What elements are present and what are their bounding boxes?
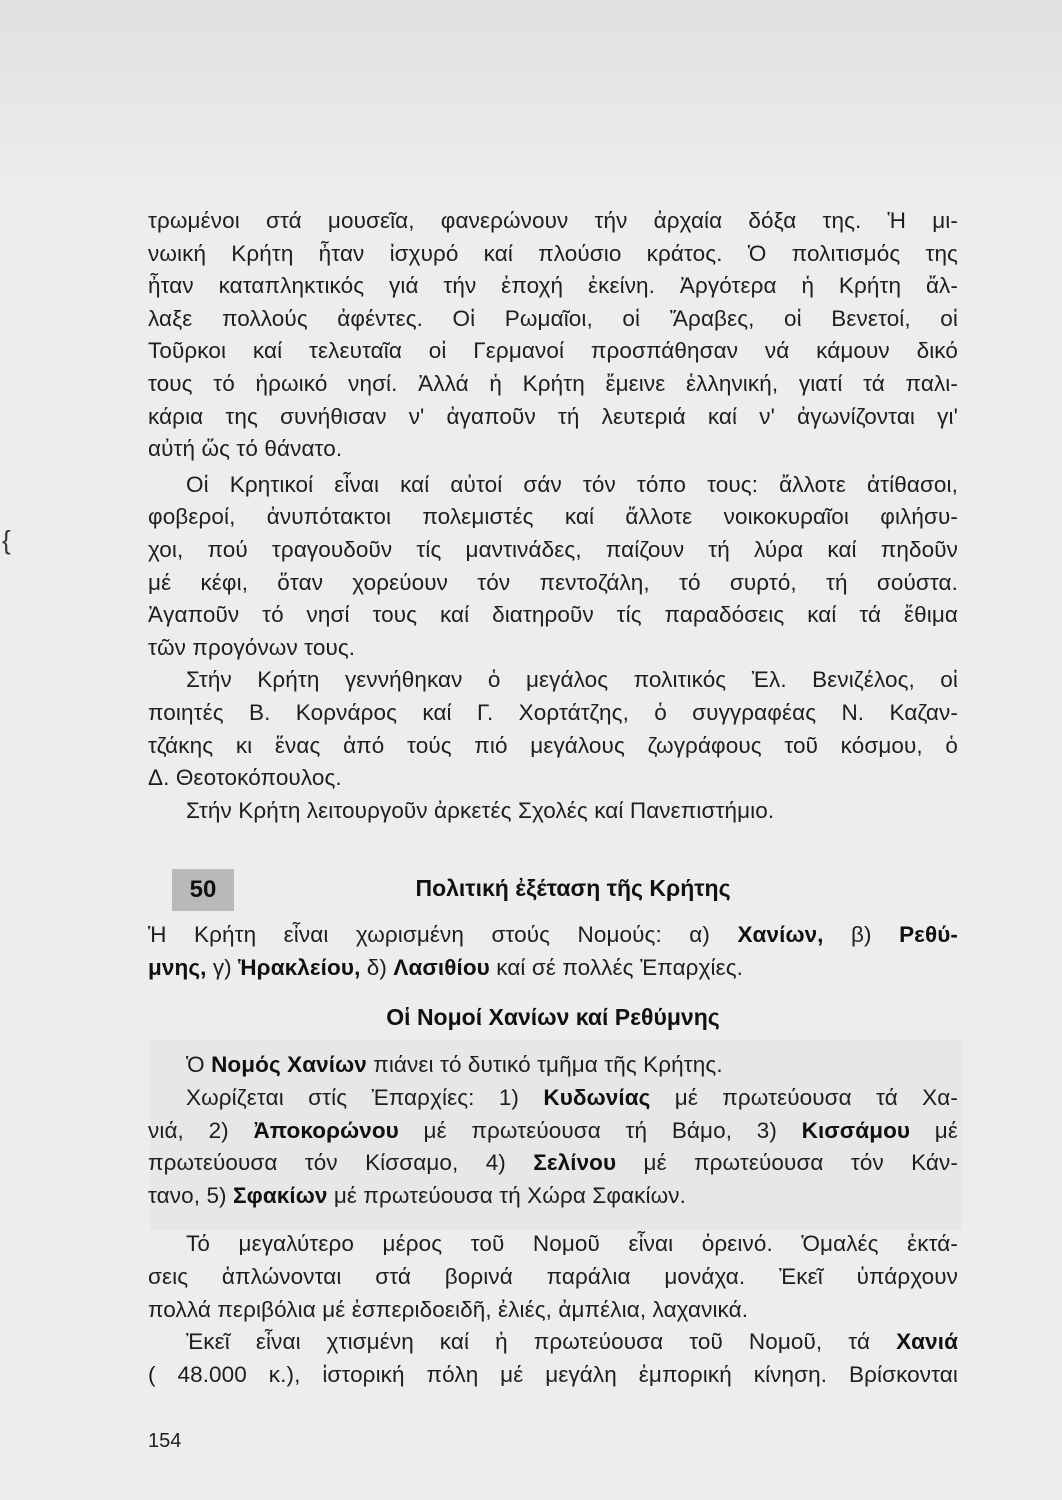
text-span: Ὁ	[186, 1052, 212, 1078]
text-line	[148, 919, 958, 952]
text-span: τανο, 5)	[148, 1182, 234, 1208]
text-line: ποιητές Β. Κορνάρος καί Γ. Χορτάτζης, ὁ συγγραφέας Ν. Καζαν-	[148, 699, 958, 725]
text-line	[148, 1147, 958, 1180]
text-line	[148, 952, 958, 985]
bold-term: Νομός Χανίων	[211, 1052, 367, 1078]
text-span: γ)	[206, 954, 239, 980]
bold-term: μνης,	[148, 954, 207, 980]
text-line: Δ. Θεοτοκόπουλος.	[148, 765, 342, 791]
text-line: τῶν προγόνων τους.	[148, 634, 356, 660]
terrain-paragraph	[148, 1228, 958, 1326]
text-line: πολλά περιβόλια μέ ἐσπεριδοειδῆ, ἐλιές, ἀμπέλια, λαχανικά.	[148, 1296, 749, 1322]
text-line: Στήν Κρήτη γεννήθηκαν ὁ μεγάλος πολιτικός Ἐλ. Βενιζέλος, οἱ	[186, 667, 958, 693]
bold-term: Σελίνου	[533, 1150, 617, 1176]
page-number: 154	[148, 1430, 182, 1452]
text-line: φοβεροί, ἀνυπότακτοι πολεμιστές καί ἄλλοτε νοικοκυραῖοι φιλήσυ-	[148, 504, 958, 530]
prefectures-paragraph	[148, 919, 958, 984]
text-span: μέ πρωτεύουσα τή Χώρα Σφακίων.	[327, 1182, 686, 1208]
capital-paragraph	[148, 1326, 958, 1391]
text-span: δ)	[360, 954, 394, 980]
text-span: καί σέ πολλές Ἐπαρχίες.	[489, 954, 744, 980]
text-line: κάρια της συνήθισαν ν' ἀγαποῦν τή λευτεριά καί ν' ἀγωνίζονται γι'	[148, 403, 958, 429]
bold-term: Κισσάμου	[801, 1117, 911, 1143]
text-line: Τό μεγαλύτερο μέρος τοῦ Νομοῦ εἶναι ὀρεινό. Ὁμαλές ἐκτά-	[186, 1231, 958, 1257]
text-line: λαξε πολλούς ἀφέντες. Οἱ Ρωμαῖοι, οἱ Ἄραβες, οἱ Βενετοί, οἱ	[148, 305, 958, 331]
schools-paragraph	[148, 795, 958, 828]
text-line: ( 48.000 κ.), ἱστορική πόλη μέ μεγάλη ἐμπορική κίνηση. Βρίσκονται	[148, 1361, 958, 1387]
text-line: Ἀγαποῦν τό νησί τους καί διατηροῦν τίς παραδόσεις καί τά ἔθιμα	[148, 602, 958, 628]
text-line	[148, 1326, 958, 1359]
text-span: Ἡ Κρήτη εἶναι χωρισμένη στούς Νομούς: α)	[148, 922, 738, 948]
provinces-paragraph	[148, 1082, 958, 1212]
cretans-paragraph	[148, 469, 958, 665]
margin-mark: {	[2, 525, 11, 555]
text-line	[148, 1180, 958, 1213]
section-heading	[148, 869, 958, 913]
text-span: Ἐκεῖ εἶναι χτισμένη καί ἡ πρωτεύουσα τοῦ Νομοῦ, τά	[186, 1329, 897, 1355]
text-line: σεις ἁπλώνονται στά βορινά παράλια μονάχα. Ἐκεῖ ὑπάρχουν	[148, 1264, 958, 1290]
text-line: Οἱ Κρητικοί εἶναι καί αὐτοί σάν τόν τόπο τους: ἄλλοτε ἀτίθασοι,	[186, 471, 958, 497]
section-title: Πολιτική ἐξέταση τῆς Κρήτης	[415, 875, 731, 902]
bold-term: Κυδωνίας	[543, 1085, 651, 1111]
text-span: πιάνει τό δυτικό τμῆμα τῆς Κρήτης.	[366, 1052, 723, 1078]
intro-paragraph	[148, 205, 958, 466]
text-span: Χωρίζεται στίς Ἐπαρχίες: 1)	[186, 1085, 544, 1111]
text-span: μέ	[910, 1117, 958, 1143]
text-line: τζάκης κι ἕνας ἀπό τούς πιό μεγάλους ζωγράφους τοῦ κόσμου, ὁ	[148, 732, 958, 758]
bold-term: Σφακίων	[233, 1182, 328, 1208]
text-line: ἦταν καταπληκτικός γιά τήν ἐποχή ἐκείνη. Ἀργότερα ἡ Κρήτη ἄλ-	[148, 273, 958, 299]
text-line: τρωμένοι στά μουσεῖα, φανερώνουν τήν ἀρχαία δόξα της. Ἡ μι-	[148, 208, 958, 233]
text-span: νιά, 2)	[148, 1117, 254, 1143]
text-line: Στήν Κρήτη λειτουργοῦν ἀρκετές Σχολές καί Πανεπιστήμιο.	[186, 797, 775, 823]
text-line: Τοῦρκοι καί τελευταῖα οἱ Γερμανοί προσπάθησαν νά κάμουν δικό	[148, 338, 958, 364]
text-line: χοι, πού τραγουδοῦν τίς μαντινάδες, παίζουν τή λύρα καί πηδοῦν	[148, 536, 958, 562]
chania-intro-paragraph	[148, 1049, 958, 1082]
bold-term: Ἡρακλείου,	[238, 954, 361, 980]
text-line: νωική Κρήτη ἦταν ἰσχυρό καί πλούσιο κράτος. Ὁ πολιτισμός της	[148, 240, 958, 266]
bold-term: Ἀποκορώνου	[253, 1117, 399, 1143]
bold-term: Χανίων,	[737, 922, 824, 948]
text-line: αὐτή ὥς τό θάνατο.	[148, 436, 343, 462]
text-body	[148, 205, 958, 1391]
text-span: μέ πρωτεύουσα τή Βάμο, 3)	[398, 1117, 802, 1143]
show-through-top	[0, 0, 1062, 190]
subsection-title: Οἱ Νομοί Χανίων καί Ρεθύμνης	[386, 1004, 720, 1031]
bold-term: Χανιά	[896, 1329, 958, 1355]
text-span: πρωτεύουσα τόν Κίσσαμο, 4)	[148, 1150, 534, 1176]
text-line	[148, 1049, 958, 1082]
bold-term: Λασιθίου	[393, 954, 490, 980]
text-line: μέ κέφι, ὅταν χορεύουν τόν πεντοζάλη, τό συρτό, τή σούστα.	[148, 569, 958, 595]
text-span: μέ πρωτεύουσα τόν Κάν-	[616, 1150, 958, 1176]
text-span: β)	[823, 922, 900, 948]
famous-people-paragraph	[148, 664, 958, 794]
text-span: μέ πρωτεύουσα τά Χα-	[650, 1085, 958, 1111]
bold-term: Ρεθύ-	[899, 922, 958, 948]
text-line	[148, 1082, 958, 1115]
text-line: τους τό ἡρωικό νησί. Ἀλλά ἡ Κρήτη ἔμεινε ἑλληνική, γιατί τά παλι-	[148, 370, 958, 396]
section-number: 50	[172, 869, 234, 911]
text-line	[148, 1115, 958, 1148]
